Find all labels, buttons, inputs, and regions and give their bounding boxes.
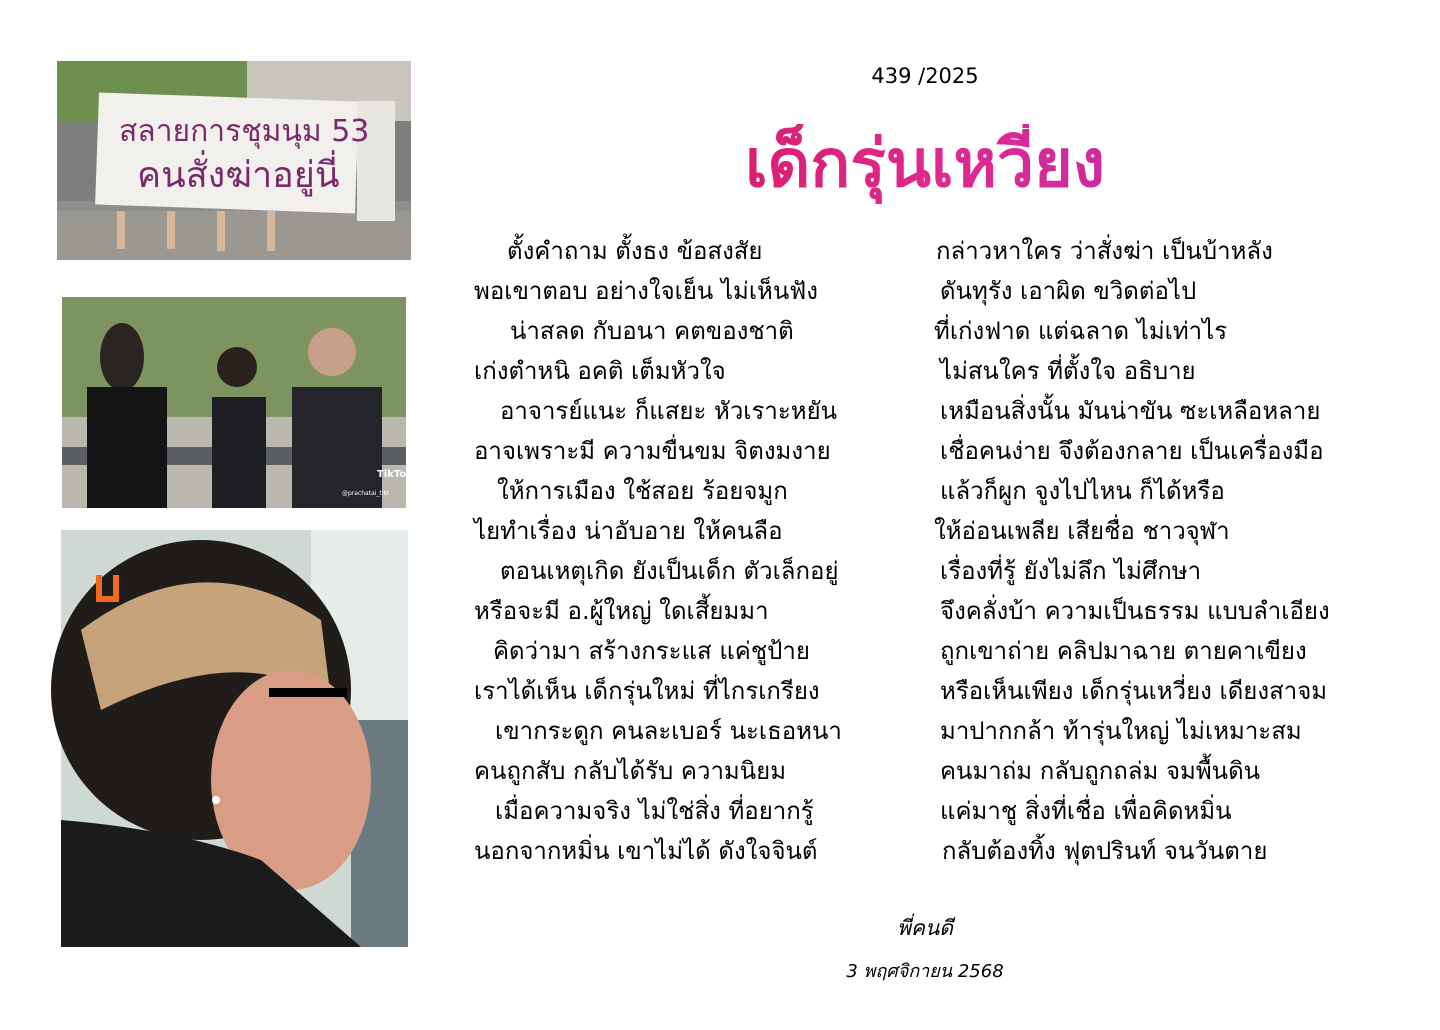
tiktok-brand: TikTok — [377, 469, 413, 480]
poem-right-line: ถูกเขาถ่าย คลิปมาฉาย ตายคาเขียง — [940, 637, 1307, 665]
document-number: 439 /2025 — [871, 64, 979, 88]
poem-left-line: เก่งตำหนิ อคติ เต็มหัวใจ — [474, 357, 726, 385]
poem-right-line: แล้วก็ผูก จูงไปไหน ก็ได้หรือ — [940, 477, 1225, 505]
poem-left-line: คิดว่ามา สร้างกระแส แค่ชูป้าย — [493, 637, 810, 665]
poem-right-line: จึงคลั่งบ้า ความเป็นธรรม แบบลำเอียง — [940, 597, 1330, 625]
poem-right-line: มาปากกล้า ท้ารุ่นใหญ่ ไม่เหมาะสม — [940, 717, 1302, 745]
poem-left-line: เราได้เห็น เด็กรุ่นใหม่ ที่ไกรเกรียง — [474, 677, 820, 705]
poem-left-line: ให้การเมือง ใช้สอย ร้อยจมูก — [497, 477, 788, 505]
document-date: 3 พฤศจิกายน 2568 — [846, 961, 1004, 982]
protest-banner-photo — [57, 61, 411, 260]
poem-right-line: ให้อ่อนเพลีย เสียชื่อ ชาวจุฬา — [934, 517, 1230, 545]
poem-right-line: เหมือนสิ่งนั้น มันน่าขัน ซะเหลือหลาย — [940, 397, 1321, 425]
author-signature: พี่คนดี — [897, 916, 953, 940]
poem-right-line: กล่าวหาใคร ว่าสั่งฆ่า เป็นบ้าหลัง — [936, 237, 1273, 265]
poem-right-line: กลับต้องทิ้ง ฟุตปรินท์ จนวันตาย — [942, 837, 1268, 865]
poem-right-line: หรือเห็นเพียง เด็กรุ่นเหวี่ยง เดียงสาจม — [940, 677, 1328, 705]
poem-right-line: เชื่อคนง่าย จึงต้องกลาย เป็นเครื่องมือ — [940, 437, 1324, 465]
poem-right-line: แค่มาชู สิ่งที่เชื่อ เพื่อคิดหมิ่น — [940, 797, 1232, 825]
poem-right-line: ไม่สนใคร ที่ตั้งใจ อธิบาย — [940, 357, 1196, 385]
poem-left-line: ไยทำเรื่อง น่าอับอาย ให้คนลือ — [474, 517, 783, 545]
poem-left-line: นอกจากหมิ่น เขาไม่ได้ ดังใจจินต์ — [474, 837, 818, 865]
poem-right-line: เรื่องที่รู้ ยังไม่ลึก ไม่ศึกษา — [940, 557, 1202, 585]
poem-left-line: อาจเพราะมี ความขื่นขม จิตงมงาย — [474, 437, 831, 465]
banner-text-line1: สลายการชุมนุม 53 — [119, 114, 370, 149]
banner-text-line2: คนสั่งฆ่าอยู่นี่ — [137, 155, 340, 196]
poem-left-line: พอเขาตอบ อย่างใจเย็น ไม่เห็นฟัง — [474, 277, 818, 305]
group-photo — [62, 297, 413, 508]
poem-left-line: เมื่อความจริง ไม่ใช่สิ่ง ที่อยากรู้ — [495, 797, 814, 825]
poem-left-line: น่าสลด กับอนา คตของชาติ — [510, 317, 794, 345]
poem-right-line: คนมาถ่ม กลับถูกถล่ม จมพื้นดิน — [940, 757, 1261, 785]
poem-left-line: หรือจะมี อ.ผู้ใหญ่ ใดเสี้ยมมา — [474, 597, 769, 625]
portrait-photo — [61, 530, 408, 947]
poem-left-line: เขากระดูก คนละเบอร์ นะเธอหนา — [495, 717, 842, 745]
poem-left-line: ตั้งคำถาม ตั้งธง ข้อสงสัย — [507, 237, 763, 265]
poem-title: เด็กรุ่นเหวี่ยง — [700, 124, 1150, 204]
poem-left-line: อาจารย์แนะ ก็แสยะ หัวเราะหยัน — [500, 397, 838, 425]
poem-right-line: ดันทุรัง เอาผิด ขวิดต่อไป — [940, 277, 1197, 305]
poem-left-line: คนถูกสับ กลับได้รับ ความนิยม — [474, 757, 787, 785]
poem-right-line: ที่เก่งฟาด แต่ฉลาด ไม่เท่าไร — [934, 317, 1228, 345]
tiktok-handle: @prachatai_tikt — [342, 490, 390, 497]
poem-left-line: ตอนเหตุเกิด ยังเป็นเด็ก ตัวเล็กอยู่ — [500, 557, 839, 585]
